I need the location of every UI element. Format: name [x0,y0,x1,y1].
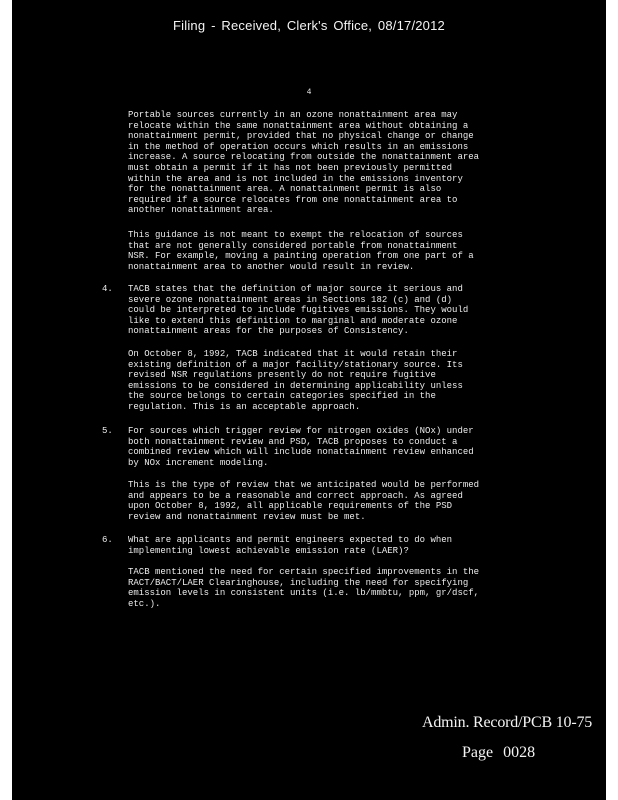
text-line: by NOx increment modeling. [128,457,269,468]
paragraph-item-5 [128,426,528,468]
text-line: within the area and is not included in the emissions inventory [128,173,463,184]
text-line: TACB mentioned the need for certain specified improvements in the [128,567,480,577]
page-number: 4 [306,88,312,97]
text-line: for the nonattainment area. A nonattainment permit is also [128,184,442,195]
text-line: in the method of operation occurs which results in an emissions [128,141,469,152]
text-line: severe ozone nonattainment areas in Sections 182 (c) and (d) [128,294,453,305]
text-line: like to extend this definition to marginal and moderate ozone [128,315,458,326]
admin-record-label: Admin. Record/PCB 10-75 [422,714,593,731]
text-line: regulation. This is an acceptable approach. [128,401,361,412]
page-stamp-value: 0028 [503,744,536,761]
filing-header: Filing - Received, Clerk's Office, 08/17/2012 [173,18,445,33]
text-line: required if a source relocates from one nonattainment area to [128,194,458,205]
text-line: existing definition of a major facility/stationary source. Its [128,359,463,370]
text-line: NSR. For example, moving a painting operation from one part of a [128,251,474,262]
text-line: combined review which will include nonattainment review enhanced [128,447,474,458]
text-line: revised NSR regulations presently do not require fugitive [128,370,436,381]
text-line: another nonattainment area. [128,205,274,216]
paragraph-item-4-response [128,349,528,413]
item-number: 4. [102,284,113,294]
text-line: both nonattainment review and PSD, TACB proposes to conduct a [128,436,458,447]
text-line: TACB states that the definition of major source it serious and [128,284,463,294]
text-line: must obtain a permit if it has not been previously permitted [128,162,453,173]
text-line: review and nonattainment review must be met. [128,511,366,522]
text-line: emissions to be considered in determining applicability unless [128,380,463,391]
text-line: and appears to be a reasonable and correct approach. As agreed [128,490,463,501]
text-line: This is the type of review that we anticipated would be performed [128,480,480,490]
text-line: that are not generally considered portable from nonattainment [128,240,458,251]
text-line: increase. A source relocating from outside the nonattainment area [128,152,480,163]
text-line: could be interpreted to include fugitives emissions. They would [128,305,469,316]
paragraph-guidance [128,230,528,272]
text-line: upon October 8, 1992, all applicable requirements of the PSD [128,501,453,512]
text-line: On October 8, 1992, TACB indicated that it would retain their [128,349,458,359]
item-number: 6. [102,535,113,545]
text-line: implementing lowest achievable emission rate (LAER)? [128,545,409,556]
paragraph-portable-sources [128,110,528,216]
text-line: etc.). [128,598,161,609]
paragraph-item-6-response [128,567,528,609]
paragraph-item-5-response [128,480,528,522]
text-line: relocate within the same nonattainment area without obtaining a [128,120,469,131]
page-stamp-label: Page [462,744,494,761]
document-page [12,0,606,800]
paragraph-item-4 [128,284,528,337]
text-line: emission levels in consistent units (i.e. lb/mmbtu, ppm, gr/dscf, [128,588,480,599]
paragraph-item-6 [128,535,528,556]
text-line: Portable sources currently in an ozone nonattainment area may [128,110,458,120]
text-line: What are applicants and permit engineers expected to do when [128,535,453,545]
text-line: nonattainment area to another would result in review. [128,261,415,272]
text-line: This guidance is not meant to exempt the relocation of sources [128,230,463,240]
text-line: RACT/BACT/LAER Clearinghouse, including the need for specifying [128,577,469,588]
text-line: nonattainment permit, provided that no physical change or change [128,131,474,142]
item-number: 5. [102,426,113,436]
page-stamp [462,744,535,762]
text-line: the source belongs to certain categories specified in the [128,391,436,402]
text-line: nonattainment areas for the purposes of Consistency. [128,326,409,337]
text-line: For sources which trigger review for nitrogen oxides (NOx) under [128,426,474,436]
